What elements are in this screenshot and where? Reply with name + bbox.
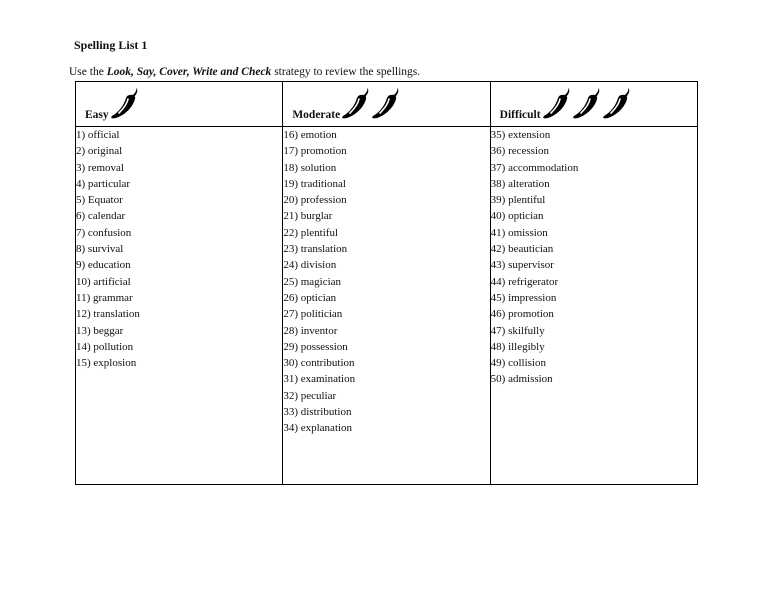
word-item: 25) magician bbox=[283, 275, 342, 288]
word-item: 1) official bbox=[76, 129, 120, 141]
header-label-moderate: Moderate bbox=[292, 109, 341, 121]
header-label-difficult: Difficult bbox=[499, 109, 541, 121]
chili-pepper-icon bbox=[572, 87, 602, 121]
word-item: 12) translation bbox=[76, 308, 140, 321]
chili-pepper-icon bbox=[542, 87, 572, 121]
word-list-moderate bbox=[283, 127, 489, 437]
word-item: 29) possession bbox=[283, 340, 348, 353]
instruction-text bbox=[69, 66, 420, 78]
word-item: 4) particular bbox=[76, 177, 131, 190]
word-item: 38) alteration bbox=[490, 177, 550, 190]
word-item: 42) beautician bbox=[490, 243, 554, 256]
word-item: 8) survival bbox=[76, 243, 124, 256]
word-item: 19) traditional bbox=[283, 177, 346, 190]
word-item: 18) solution bbox=[283, 161, 337, 174]
word-item: 31) examination bbox=[283, 373, 356, 386]
chili-pepper-icon bbox=[110, 87, 140, 121]
word-item: 6) calendar bbox=[76, 210, 126, 223]
chili-group-moderate bbox=[341, 87, 401, 121]
words-row bbox=[76, 127, 698, 485]
word-item: 32) peculiar bbox=[283, 389, 337, 402]
word-item: 9) education bbox=[76, 259, 131, 272]
word-item: 44) refrigerator bbox=[490, 275, 559, 288]
column-difficult bbox=[490, 127, 697, 485]
word-item: 20) profession bbox=[283, 194, 347, 207]
chili-group-easy bbox=[110, 87, 140, 121]
word-item: 35) extension bbox=[490, 129, 551, 141]
word-item: 39) plentiful bbox=[490, 194, 546, 207]
word-item: 48) illegibly bbox=[490, 340, 545, 353]
word-item: 27) politician bbox=[283, 308, 343, 321]
header-difficult bbox=[490, 82, 697, 127]
page-title: Spelling List 1 bbox=[74, 38, 148, 52]
word-item: 23) translation bbox=[283, 243, 348, 256]
word-list-easy bbox=[76, 127, 282, 371]
word-item: 14) pollution bbox=[76, 340, 134, 353]
chili-group-difficult bbox=[542, 87, 632, 121]
header-moderate bbox=[283, 82, 490, 127]
spelling-table bbox=[75, 81, 698, 485]
chili-pepper-icon bbox=[602, 87, 632, 121]
word-item: 5) Equator bbox=[76, 194, 123, 207]
word-item: 13) beggar bbox=[76, 324, 124, 337]
column-moderate bbox=[283, 127, 490, 485]
word-item: 11) grammar bbox=[76, 291, 133, 304]
header-row bbox=[76, 82, 698, 127]
chili-pepper-icon bbox=[371, 87, 401, 121]
word-item: 10) artificial bbox=[76, 275, 131, 288]
word-item: 33) distribution bbox=[283, 406, 352, 419]
word-item: 36) recession bbox=[490, 145, 549, 158]
word-item: 26) optician bbox=[283, 291, 337, 304]
header-easy bbox=[76, 82, 283, 127]
word-item: 45) impression bbox=[490, 291, 557, 304]
chili-pepper-icon bbox=[341, 87, 371, 121]
word-item: 22) plentiful bbox=[283, 226, 339, 239]
word-item: 34) explanation bbox=[283, 422, 353, 435]
word-item: 21) burglar bbox=[283, 210, 333, 223]
word-item: 24) division bbox=[283, 259, 337, 272]
word-item: 2) original bbox=[76, 145, 123, 158]
word-item: 50) admission bbox=[490, 373, 553, 386]
word-item: 46) promotion bbox=[490, 308, 554, 321]
instruction-suffix: strategy to review the spellings. bbox=[271, 66, 421, 78]
word-item: 7) confusion bbox=[76, 226, 132, 239]
word-item: 43) supervisor bbox=[490, 259, 554, 272]
column-easy bbox=[76, 127, 283, 485]
word-item: 16) emotion bbox=[283, 129, 337, 141]
instruction-strategy: Look, Say, Cover, Write and Check bbox=[106, 66, 272, 78]
word-item: 30) contribution bbox=[283, 357, 355, 370]
instruction-prefix: Use the bbox=[69, 66, 107, 78]
word-item: 37) accommodation bbox=[490, 161, 579, 174]
word-item: 28) inventor bbox=[283, 324, 338, 337]
word-item: 40) optician bbox=[490, 210, 544, 223]
word-item: 15) explosion bbox=[76, 357, 137, 370]
word-item: 41) omission bbox=[490, 226, 548, 239]
word-item: 49) collision bbox=[490, 357, 546, 370]
header-label-easy: Easy bbox=[85, 109, 109, 121]
word-list-difficult bbox=[491, 127, 697, 388]
word-item: 17) promotion bbox=[283, 145, 347, 158]
word-item: 3) removal bbox=[76, 161, 124, 174]
word-item: 47) skilfully bbox=[490, 324, 545, 337]
